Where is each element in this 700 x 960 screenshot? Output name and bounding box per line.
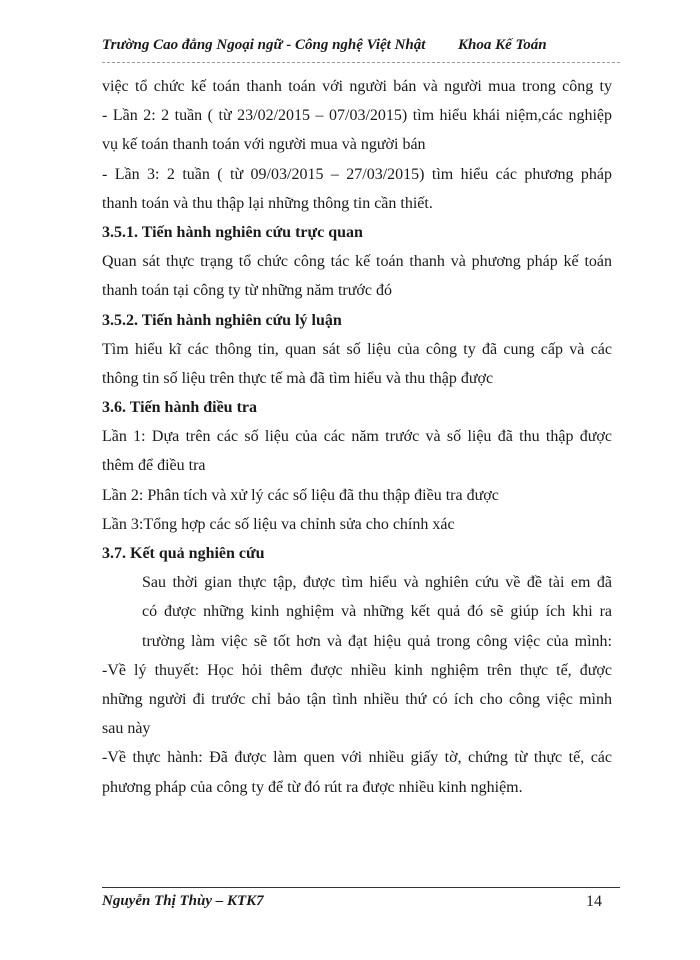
text-line: thêm để điều tra bbox=[102, 457, 206, 475]
text-line: việc tổ chức kế toán thanh toán với người bán và người mua trong công ty bbox=[102, 78, 612, 95]
text-line: -Về lý thuyết: Học hỏi thêm được nhiều kinh nghiệm trên thực tế, được bbox=[102, 661, 612, 679]
text-line: - Lần 3: 2 tuần ( từ 09/03/2015 – 27/03/2015) tìm hiểu các phương pháp bbox=[102, 165, 612, 183]
text-line: Quan sát thực trạng tổ chức công tác kế toán thanh và phương pháp kế toán bbox=[102, 253, 612, 271]
text-line: những người đi trước chỉ bảo tận tình nhiều thứ có ích cho công việc mình bbox=[102, 690, 612, 708]
text-line: thanh toán tại công ty từ những năm trước đó bbox=[102, 282, 392, 300]
text-line: Lần 3:Tổng hợp các số liệu va chỉnh sửa cho chính xác bbox=[102, 515, 455, 533]
header-faculty: Khoa Kế Toán bbox=[458, 37, 547, 53]
text-line: Lần 1: Dựa trên các số liệu của các năm trước và số liệu đã thu thập được bbox=[102, 428, 612, 446]
footer-divider bbox=[102, 887, 620, 888]
header-divider bbox=[102, 62, 620, 63]
section-heading: 3.7. Kết quả nghiên cứu bbox=[102, 545, 265, 562]
text-line: thanh toán và thu thập lại những thông tin cần thiết. bbox=[102, 194, 433, 212]
text-line: Lần 2: Phân tích và xử lý các số liệu đã thu thập điều tra được bbox=[102, 486, 499, 504]
text-line: phương pháp của công ty để từ đó rút ra được nhiều kinh nghiệm. bbox=[102, 778, 523, 796]
page-number: 14 bbox=[586, 893, 602, 910]
section-heading: 3.5.1. Tiến hành nghiên cứu trực quan bbox=[102, 223, 363, 241]
section-heading: 3.6. Tiến hành điều tra bbox=[102, 399, 258, 417]
section-heading: 3.5.2. Tiến hành nghiên cứu lý luận bbox=[102, 311, 342, 329]
text-line: Tìm hiểu kĩ các thông tin, quan sát số liệu của công ty đã cung cấp và các bbox=[102, 340, 612, 358]
text-line: sau này bbox=[102, 720, 151, 738]
text-line: Sau thời gian thực tập, được tìm hiểu và nghiên cứu về đề tài em đã bbox=[142, 574, 612, 592]
text-line: thông tin số liệu trên thực tế mà đã tìm hiểu và thu thập được bbox=[102, 369, 494, 387]
text-line: trường làm việc sẽ tốt hơn và đạt hiệu quả trong công việc của mình: bbox=[142, 632, 612, 650]
footer-author: Nguyễn Thị Thùy – KTK7 bbox=[102, 893, 264, 909]
text-line: -Về thực hành: Đã được làm quen với nhiều giấy tờ, chứng từ thực tế, các bbox=[102, 749, 612, 767]
text-line: có được những kinh nghiệm và những kết quả đó sẽ giúp ích khi ra bbox=[142, 603, 612, 621]
text-line: vụ kế toán thanh toán với người mua và người bán bbox=[102, 136, 426, 154]
page-header bbox=[102, 37, 642, 63]
document-body bbox=[102, 72, 612, 802]
header-school: Trường Cao đẳng Ngoại ngữ - Công nghệ Việt Nhật bbox=[102, 37, 426, 53]
text-line: - Lần 2: 2 tuần ( từ 23/02/2015 – 07/03/2015) tìm hiểu khái niệm,các nghiệp bbox=[102, 107, 612, 125]
